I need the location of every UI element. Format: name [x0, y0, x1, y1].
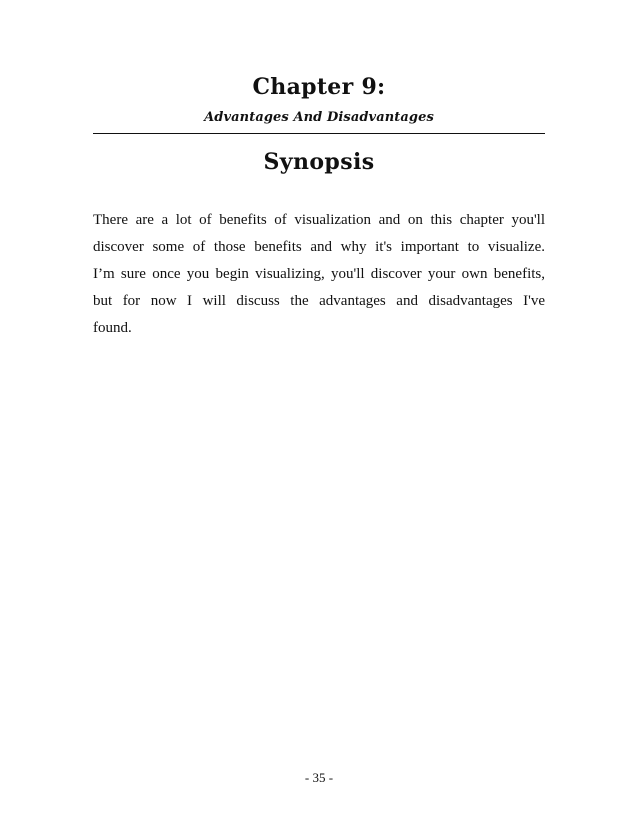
chapter-title: Chapter 9: — [252, 74, 386, 100]
synopsis-paragraph — [93, 207, 545, 342]
section-heading: Synopsis — [263, 149, 375, 175]
paragraph-line: There are a lot of benefits of visualization and on this chapter you'll — [93, 212, 545, 228]
paragraph-line: I’m sure once you begin visualizing, you'll discover your own benefits, — [93, 266, 545, 282]
paragraph-line: but for now I will discuss the advantages and disadvantages I've — [93, 293, 545, 309]
page-number: - 35 - — [304, 770, 334, 785]
paragraph-line: discover some of those benefits and why it's important to visualize. — [93, 239, 545, 255]
chapter-subtitle: Advantages And Disadvantages — [204, 110, 434, 125]
paragraph-line: found. — [93, 320, 132, 336]
title-divider — [93, 133, 545, 134]
